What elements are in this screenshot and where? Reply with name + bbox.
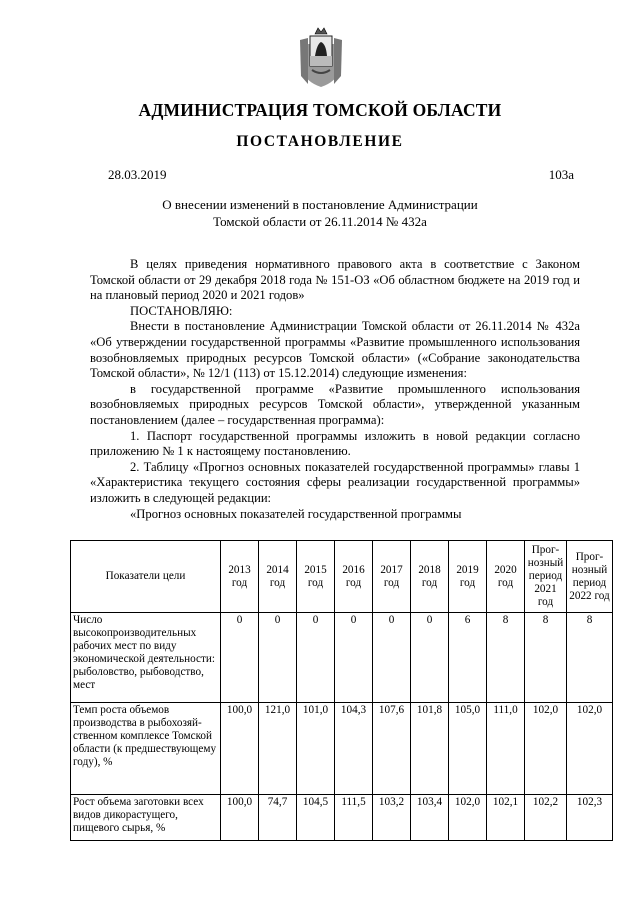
subject-line: Томской области от 26.11.2014 № 432а [213,214,427,229]
table-header-cell: 2019 год [449,541,487,613]
table-header-cell: 2020 год [487,541,525,613]
table-cell: 74,7 [259,795,297,841]
table-cell: 0 [259,613,297,703]
table-cell: 102,3 [567,795,613,841]
table-cell: 6 [449,613,487,703]
table-cell: 101,8 [411,703,449,795]
table-header-cell: 2014 год [259,541,297,613]
body-paragraph: Внести в постановление Администрации Томской области от 26.11.2014 № 432а «Об утверждении государственной программы «Развитие промышленного использования возобновляемых природных ресурсов Томской области» («Собрание законодательства Томской области», № 12/1 (113) от 15.12.2014) следующие изменения: [90,319,580,381]
table-cell: 101,0 [297,703,335,795]
body-paragraph: В целях приведения нормативного правового акта в соответствие с Законом Томской области от 29 декабря 2018 года № 151-ОЗ «Об областном бюджете на 2019 год и на плановый период 2020 и 2021 годов» [90,257,580,303]
row-label: Рост объема заготовки всех видов дикорастущего, пищевого сырья, % [71,795,221,841]
table-cell: 102,0 [449,795,487,841]
table-row [71,613,613,703]
table-header-row [71,541,613,613]
table-cell: 121,0 [259,703,297,795]
row-label: Число высокопроизводительных рабочих мест по виду экономической деятельности: рыболовство, рыбоводство, мест [71,613,221,703]
table-cell: 0 [297,613,335,703]
row-label: Темп роста объемов производства в рыбохозяй-ственном комплексе Томской области (к предшествующему году), % [71,703,221,795]
table-cell: 104,3 [335,703,373,795]
table-header-cell: Показатели цели [71,541,221,613]
indicators-table [70,540,613,841]
table-cell: 8 [487,613,525,703]
body-paragraph: ПОСТАНОВЛЯЮ: [130,303,233,318]
table-cell: 103,2 [373,795,411,841]
body-paragraph: «Прогноз основных показателей государственной программы [130,506,462,521]
table-header-cell: 2018 год [411,541,449,613]
body-paragraph: в государственной программе «Развитие промышленного использования возобновляемых природных ресурсов Томской области», утвержденной указанным постановлением (далее – государственная программа): [90,381,580,427]
table-cell: 111,0 [487,703,525,795]
table-cell: 8 [525,613,567,703]
table-header-cell: Прог-нозный период 2021 год [525,541,567,613]
body-paragraph: 2. Таблицу «Прогноз основных показателей государственной программы» главы 1 «Характеристика текущего состояния сферы реализации государственной программы» изложить в следующей редакции: [90,459,580,505]
table-cell: 102,2 [525,795,567,841]
table-cell: 107,6 [373,703,411,795]
document-date: 28.03.2019 [108,167,167,182]
table-header-cell: 2017 год [373,541,411,613]
table-cell: 102,1 [487,795,525,841]
coat-of-arms-emblem [298,26,344,88]
table-cell: 100,0 [221,703,259,795]
table-cell: 111,5 [335,795,373,841]
document-type-title: ПОСТАНОВЛЕНИЕ [236,133,404,150]
table-cell: 103,4 [411,795,449,841]
table-row [71,795,613,841]
organization-title: АДМИНИСТРАЦИЯ ТОМСКОЙ ОБЛАСТИ [138,100,502,120]
table-cell: 8 [567,613,613,703]
table-cell: 105,0 [449,703,487,795]
table-cell: 0 [221,613,259,703]
document-body [90,257,580,522]
table-row [71,703,613,795]
table-header-cell: Прог-нозный период 2022 год [567,541,613,613]
subject-line: О внесении изменений в постановление Администрации [162,197,478,212]
table-cell: 104,5 [297,795,335,841]
body-paragraph: 1. Паспорт государственной программы изложить в новой редакции согласно приложению № 1 к настоящему постановлению. [90,428,580,459]
document-subject [0,196,640,230]
table-cell: 100,0 [221,795,259,841]
document-number: 103а [548,167,574,182]
table-header-cell: 2015 год [297,541,335,613]
table-cell: 0 [335,613,373,703]
table-cell: 0 [411,613,449,703]
table-cell: 0 [373,613,411,703]
table-header-cell: 2013 год [221,541,259,613]
table-header-cell: 2016 год [335,541,373,613]
table-cell: 102,0 [567,703,613,795]
table-cell: 102,0 [525,703,567,795]
